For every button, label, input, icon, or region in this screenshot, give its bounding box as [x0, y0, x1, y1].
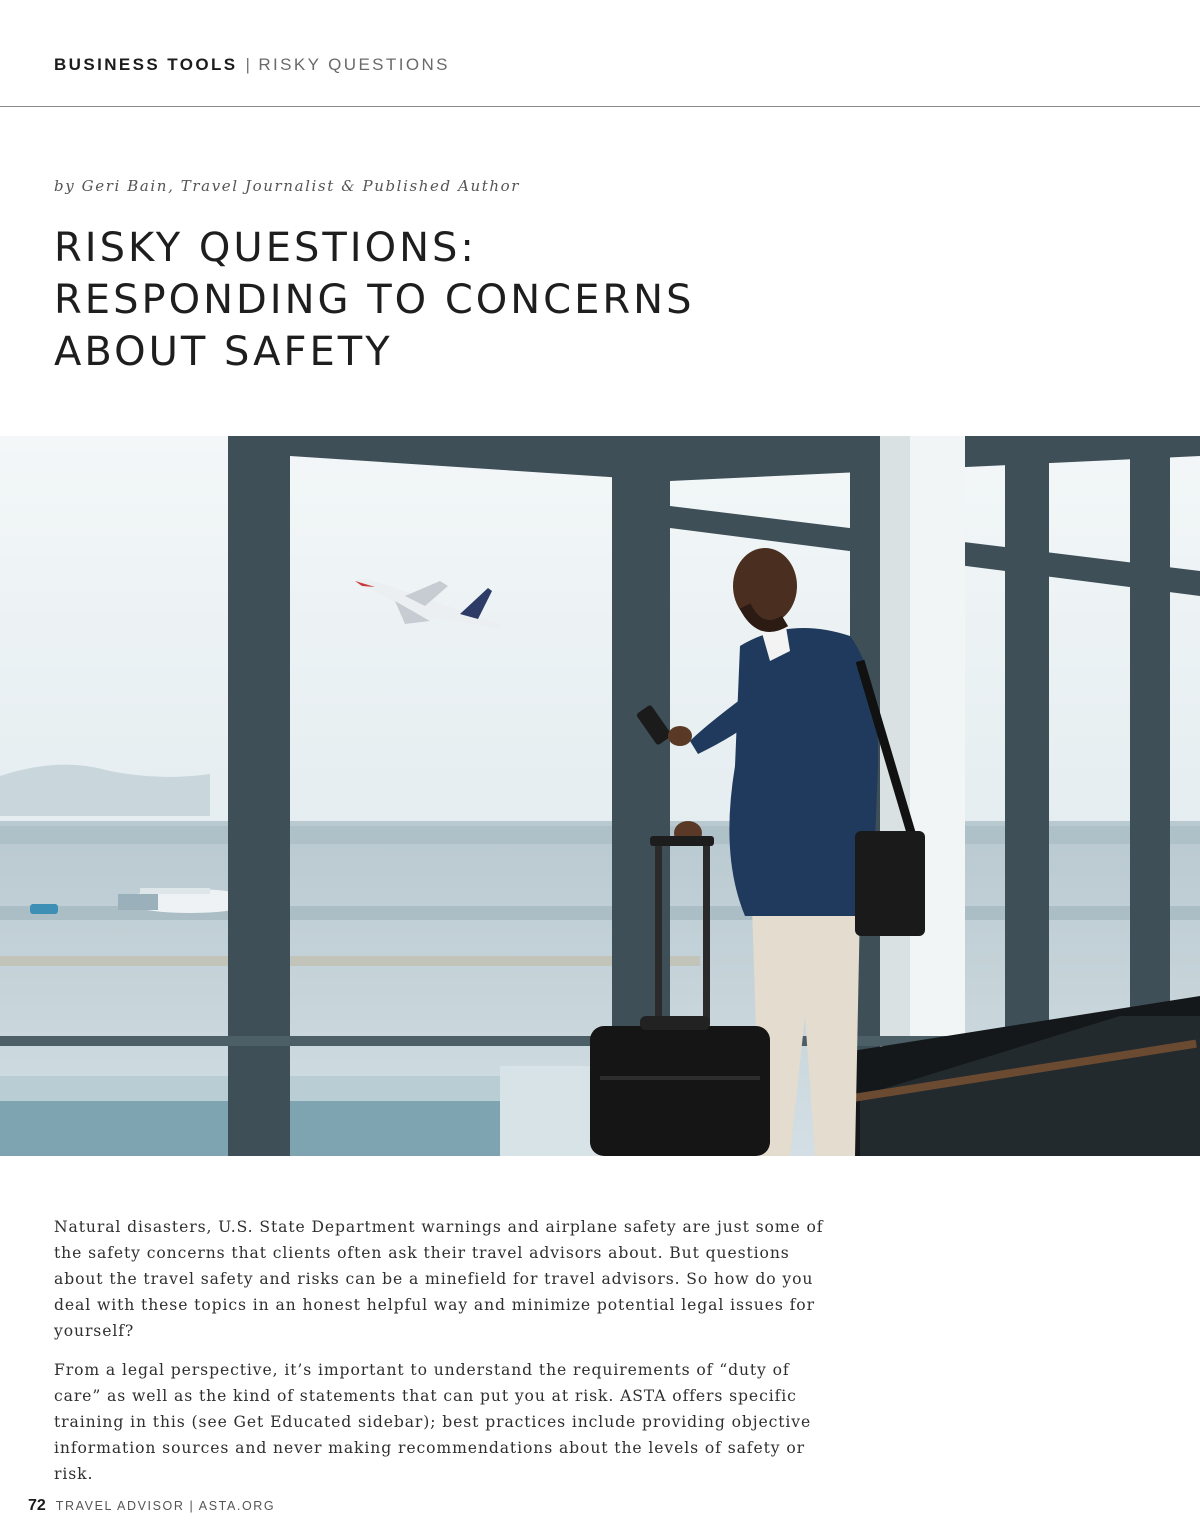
section-kicker	[54, 54, 450, 76]
title-line: RESPONDING TO CONCERNS	[54, 277, 695, 323]
body-paragraph: Natural disasters, U.S. State Department warnings and airplane safety are just some of the safety concerns that clients often ask their travel advisors about. But questions about the travel safety and risks can be a minefield for travel advisors. So how do you deal with these topics in an honest helpful way and minimize potential legal issues for yourself?	[54, 1218, 824, 1340]
article-title	[54, 222, 954, 378]
messenger-bag	[855, 831, 925, 936]
airport-scene-illustration	[0, 436, 1200, 1156]
topic-label: RISKY QUESTIONS	[258, 55, 450, 74]
page-footer	[28, 1497, 275, 1515]
white-column	[910, 436, 965, 1086]
byline: by Geri Bain, Travel Journalist & Published Author	[54, 177, 521, 195]
kicker-separator: |	[245, 55, 253, 74]
hero-photo	[0, 436, 1200, 1156]
title-line: RISKY QUESTIONS:	[54, 225, 477, 271]
publication-name: TRAVEL ADVISOR | ASTA.ORG	[55, 1499, 276, 1513]
ground-vehicle	[30, 904, 58, 914]
body-paragraph: From a legal perspective, it’s important to understand the requirements of “duty of care” as well as the kind of statements that can put you at risk. ASTA offers specific training in this (see Get Educated sidebar); best practices include providing objective information sources and never making recommendations about the levels of safety or risk.	[54, 1361, 812, 1483]
title-line: ABOUT SAFETY	[54, 329, 393, 375]
page-number: 72	[28, 1497, 46, 1514]
section-label: BUSINESS TOOLS	[54, 55, 238, 74]
page-header	[0, 0, 1200, 107]
article-body	[54, 1214, 824, 1500]
